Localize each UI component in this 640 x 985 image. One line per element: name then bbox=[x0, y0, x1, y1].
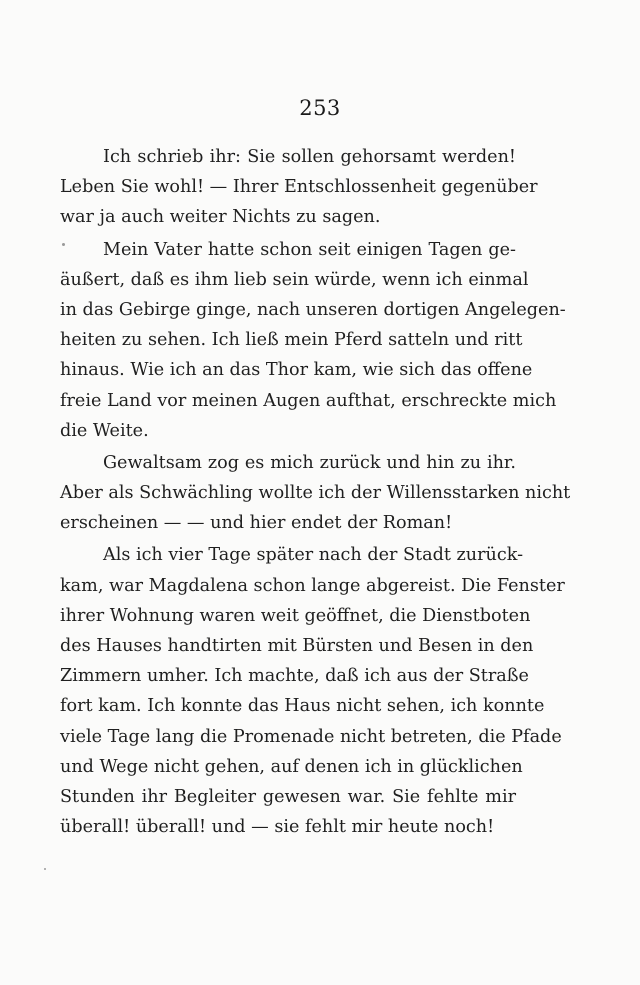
text-line: und Wege nicht gehen, auf denen ich in glücklichen bbox=[60, 756, 523, 777]
text-line: hinaus. Wie ich an das Thor kam, wie sich das offene bbox=[60, 360, 533, 381]
text-line: Mein Vater hatte schon seit einigen Tagen ge- bbox=[103, 239, 516, 260]
text-line: Als ich vier Tage später nach der Stadt zurück- bbox=[103, 545, 524, 566]
text-line: die Weite. bbox=[60, 420, 149, 441]
print-speck bbox=[44, 868, 46, 870]
text-line: Aber als Schwächling wollte ich der Willensstarken nicht bbox=[60, 483, 571, 504]
text-line: heiten zu sehen. Ich ließ mein Pferd satteln und ritt bbox=[60, 330, 523, 351]
text-line: Leben Sie wohl! — Ihrer Entschlossenheit gegenüber bbox=[60, 177, 538, 198]
text-line: viele Tage lang die Promenade nicht betreten, die Pfade bbox=[60, 726, 562, 747]
text-line: überall! überall! und — sie fehlt mir heute noch! bbox=[60, 817, 495, 838]
text-line: Ich schrieb ihr: Sie sollen gehorsamt werden! bbox=[103, 147, 516, 167]
text-line: war ja auch weiter Nichts zu sagen. bbox=[60, 207, 381, 228]
text-line: des Hauses handtirten mit Bürsten und Besen in den bbox=[60, 636, 534, 656]
text-line: freie Land vor meinen Augen aufthat, erschreckte mich bbox=[60, 390, 557, 411]
text-line: Stunden ihr Begleiter gewesen war. Sie fehlte mir bbox=[60, 786, 516, 807]
text-line: erscheinen — — und hier endet der Roman! bbox=[60, 513, 453, 534]
print-speck bbox=[62, 243, 65, 246]
text-line: ihrer Wohnung waren weit geöffnet, die Dienstboten bbox=[60, 605, 531, 626]
body-text bbox=[60, 142, 571, 842]
text-line: fort kam. Ich konnte das Haus nicht sehen, ich konnte bbox=[60, 696, 545, 717]
text-line: in das Gebirge ginge, nach unseren dortigen Angelegen- bbox=[60, 299, 566, 320]
text-line: Gewaltsam zog es mich zurück und hin zu ihr. bbox=[103, 452, 516, 473]
text-line: Zimmern umher. Ich machte, daß ich aus der Straße bbox=[60, 666, 529, 687]
text-line: äußert, daß es ihm lieb sein würde, wenn ich einmal bbox=[60, 269, 529, 290]
page-number: 253 bbox=[299, 96, 341, 120]
text-line: kam, war Magdalena schon lange abgereist. Die Fenster bbox=[60, 575, 565, 596]
